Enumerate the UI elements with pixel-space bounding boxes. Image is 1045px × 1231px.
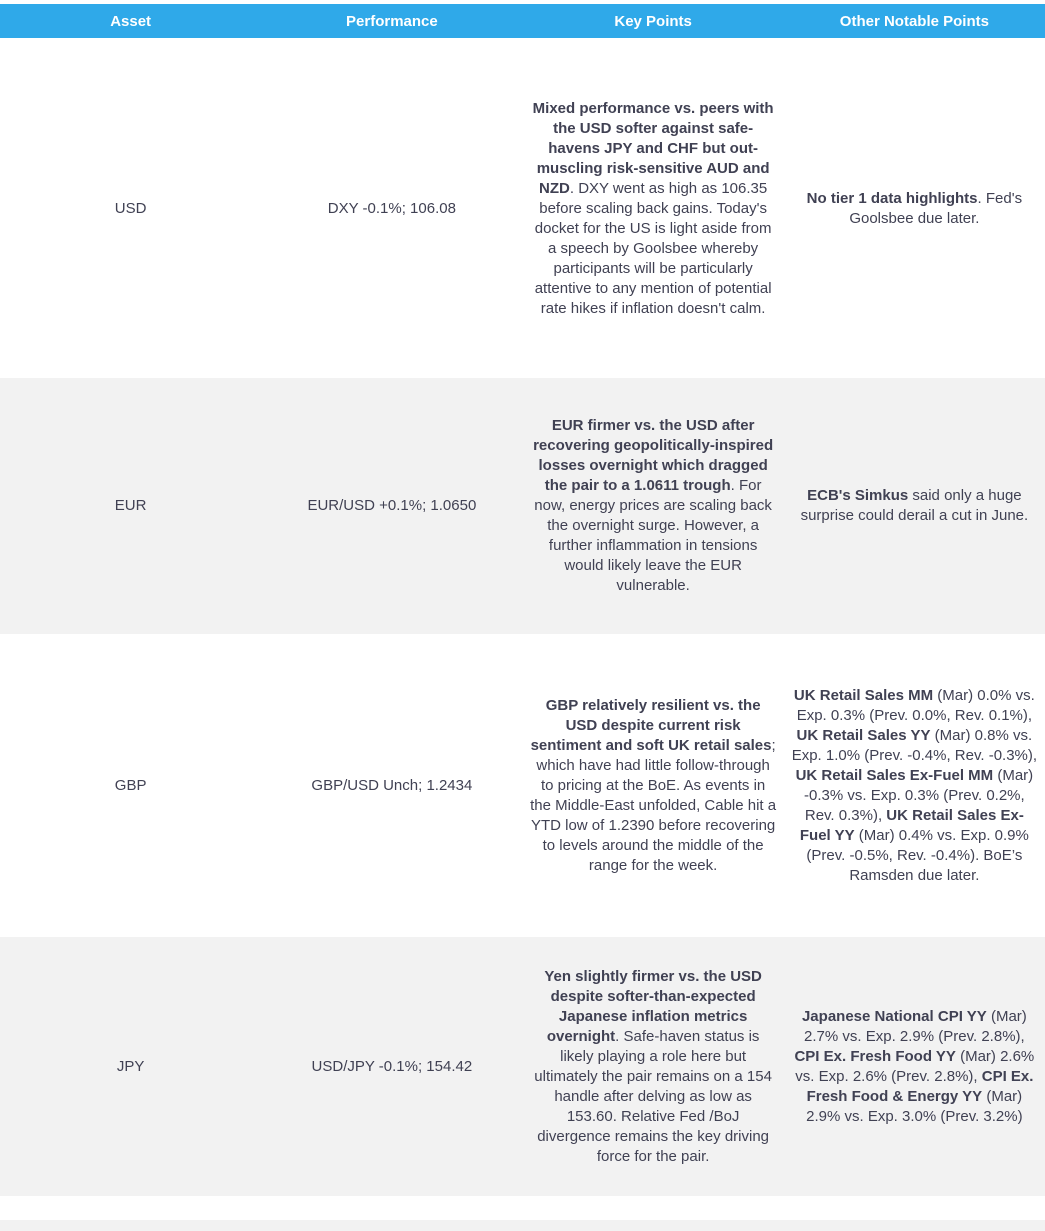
asset-label: GBP [114,776,147,794]
cell-jpy-key-points [523,937,784,1196]
bold-text-segment: ECB's Simkus [807,487,909,504]
cell-jpy-other-points [784,937,1045,1196]
performance-value: GBP/USD Unch; 1.2434 [311,776,473,794]
text-segment: . For now, energy prices are scaling back the overnight surge. However, a further inflammation in tensions would likely leave the EUR vulnerable. [534,477,772,594]
cell-gbp-other-points-text [791,686,1038,886]
bold-text-segment: UK Retail Sales Ex-Fuel YY [799,806,1024,844]
next-row-partial [0,1220,1045,1231]
cell-usd-key-points [523,42,784,375]
text-segment: ; which have had little follow-through to pricing at the BoE. As events in the Middle-East unfolded, Cable hit a YTD low of 1.2390 before recovering to levels around the middle of the range for the week. [530,736,777,874]
text-segment: . Fed's Goolsbee due later. [849,189,1023,227]
bold-text-segment: Yen slightly firmer vs. the USD despite softer-than-expected Japanese inflation metrics overnight [544,967,762,1045]
text-segment: (Mar) 2.7% vs. Exp. 2.9% (Prev. 2.8%), [804,1007,1027,1045]
performance-value: EUR/USD +0.1%; 1.0650 [307,497,477,514]
performance-value: DXY -0.1%; 106.08 [327,199,456,217]
bold-text-segment: Mixed performance vs. peers with the USD softer against safe-havens JPY and CHF but out-muscling risk-sensitive AUD and NZD [532,99,774,197]
cell-eur-key-points [523,378,784,634]
column-header-asset: Asset [110,12,152,30]
cell-jpy-asset [0,937,261,1196]
text-segment: (Mar) 0.4% vs. Exp. 0.9% (Prev. -0.5%, Rev. -0.4%). BoE’s Ramsden due later. [806,826,1029,884]
cell-usd-asset [0,42,261,375]
column-header-performance: Performance [346,12,438,30]
column-header-other-notable-points: Other Notable Points [839,12,989,30]
table-row-jpy [0,937,1045,1199]
cell-usd-other-points [784,42,1045,375]
cell-usd-key-points-text [530,99,777,319]
performance-value: USD/JPY -0.1%; 154.42 [311,1057,473,1075]
cell-gbp-asset [0,637,261,934]
asset-label: EUR [114,497,147,514]
text-segment: . Safe-haven status is likely playing a role here but ultimately the pair remains on a 154 handle after delving as low as 153.60. Relative Fed /BoJ divergence remains the key driving force for the pair. [534,1027,772,1165]
text-segment: (Mar) 2.6% vs. Exp. 2.6% (Prev. 2.8%), [795,1047,1035,1085]
cell-gbp-performance [261,637,522,934]
bold-text-segment: Japanese National CPI YY [801,1007,987,1025]
bold-text-segment: CPI Ex. Fresh Food YY [794,1047,956,1065]
bold-text-segment: UK Retail Sales Ex-Fuel MM [795,766,994,784]
cell-jpy-key-points-text [530,967,777,1167]
text-segment: . DXY went as high as 106.35 before scaling back gains. Today's docket for the US is light aside from a speech by Goolsbee whereby participants will be particularly attentive to any mention of potential rate hikes if inflation doesn't calm. [534,179,772,317]
bold-text-segment: No tier 1 data highlights [806,189,978,207]
text-segment: (Mar) 0.0% vs. Exp. 0.3% (Prev. 0.0%, Rev. 0.1%), [796,686,1035,724]
bold-text-segment: CPI Ex. Fresh Food & Energy YY [806,1067,1034,1105]
cell-eur-other-points [784,378,1045,634]
table-row-eur [0,378,1045,637]
asset-label: JPY [116,1057,145,1075]
column-header-key-points: Key Points [614,12,692,30]
cell-usd-performance [261,42,522,375]
cell-gbp-key-points [523,637,784,934]
cell-eur-performance [261,378,522,634]
table-body [0,42,1045,1199]
bold-text-segment: GBP relatively resilient vs. the USD despite current risk sentiment and soft UK retail sales [530,696,772,754]
cell-eur-asset [0,378,261,634]
bold-text-segment: UK Retail Sales YY [796,726,931,744]
cell-jpy-performance [261,937,522,1196]
asset-label: USD [114,199,147,217]
text-segment: (Mar) 0.8% vs. Exp. 1.0% (Prev. -0.4%, Rev. -0.3%), [791,726,1038,764]
text-segment: (Mar) 2.9% vs. Exp. 3.0% (Prev. 3.2%) [806,1087,1023,1125]
bold-text-segment: UK Retail Sales MM [793,686,934,704]
cell-gbp-other-points [784,637,1045,934]
bold-text-segment: EUR firmer vs. the USD after recovering geopolitically-inspired losses overnight which dragged the pair to a 1.0611 trough [533,417,774,494]
table-header-row [0,4,1045,38]
cell-eur-key-points-text [530,416,777,596]
text-segment: said only a huge surprise could derail a cut in June. [800,487,1029,524]
table-row-gbp [0,637,1045,937]
table-row-usd [0,42,1045,378]
text-segment: (Mar) -0.3% vs. Exp. 0.3% (Prev. 0.2%, Rev. 0.3%), [804,766,1034,824]
cell-eur-other-points-text [791,486,1038,526]
cell-usd-other-points-text [791,189,1038,229]
cell-jpy-other-points-text [791,1007,1038,1127]
cell-gbp-key-points-text [530,696,777,876]
